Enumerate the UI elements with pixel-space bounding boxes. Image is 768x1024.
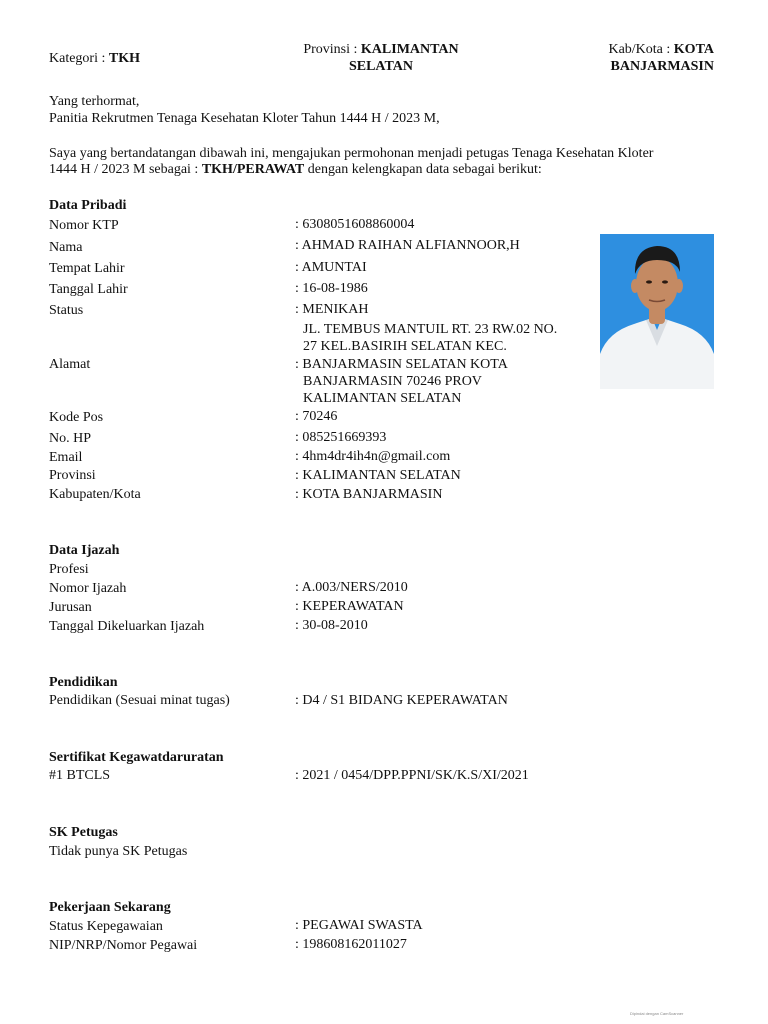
- intro-role: TKH/PERAWAT: [201, 162, 305, 177]
- value-alamat-line-1: JL. TEMBUS MANTUIL RT. 23 RW.02 NO.: [303, 322, 558, 337]
- kategori-label: Kategori :: [49, 51, 109, 66]
- provinsi-header: [286, 42, 476, 76]
- provinsi-value-2: SELATAN: [348, 58, 414, 74]
- value-alamat-line-3: : BANJARMASIN SELATAN KOTA: [295, 357, 508, 372]
- value-nip: : 198608162011027: [295, 937, 407, 952]
- label-sertifikat: #1 BTCLS: [49, 768, 111, 783]
- kategori-line: [49, 51, 140, 68]
- label-nip: NIP/NRP/Nomor Pegawai: [49, 938, 198, 953]
- label-status-kepegawaian: Status Kepegawaian: [49, 919, 163, 934]
- value-nama: : AHMAD RAIHAN ALFIANNOOR,H: [295, 238, 520, 253]
- section-heading-data-pribadi: Data Pribadi: [49, 198, 127, 213]
- kabkota-value: KOTA: [673, 42, 714, 57]
- provinsi-label: Provinsi :: [303, 42, 361, 57]
- value-alamat-line-2: 27 KEL.BASIRIH SELATAN KEC.: [303, 339, 507, 354]
- value-kabupaten: : KOTA BANJARMASIN: [295, 487, 443, 502]
- intro-text-a: 1444 H / 2023 M sebagai :: [49, 162, 202, 177]
- kabkota-label: Kab/Kota :: [608, 42, 674, 57]
- applicant-photo: [600, 234, 714, 389]
- intro-text-c: dengan kelengkapan data sebagai berikut:: [304, 162, 542, 177]
- value-jurusan: : KEPERAWATAN: [295, 599, 404, 614]
- scanner-watermark: Dipindai dengan CamScanner: [630, 1011, 684, 1016]
- label-provinsi: Provinsi: [49, 468, 96, 483]
- value-no-hp: : 085251669393: [295, 430, 387, 445]
- section-heading-pekerjaan: Pekerjaan Sekarang: [49, 900, 171, 915]
- value-pendidikan: : D4 / S1 BIDANG KEPERAWATAN: [295, 693, 508, 708]
- provinsi-value: KALIMANTAN: [360, 42, 459, 57]
- label-email: Email: [49, 450, 83, 465]
- section-heading-data-ijazah: Data Ijazah: [49, 543, 120, 558]
- kabkota-value-2: BANJARMASIN: [610, 58, 714, 74]
- kategori-value: TKH: [108, 51, 140, 66]
- value-alamat-line-5: KALIMANTAN SELATAN: [303, 391, 462, 406]
- value-provinsi: : KALIMANTAN SELATAN: [295, 468, 461, 483]
- value-tanggal-ijazah: : 30-08-2010: [295, 618, 368, 633]
- value-nomor-ktp: : 6308051608860004: [295, 217, 415, 232]
- kabkota-header: [560, 42, 714, 76]
- label-tanggal-ijazah: Tanggal Dikeluarkan Ijazah: [49, 619, 205, 634]
- intro-line-1: Saya yang bertandatangan dibawah ini, mengajukan permohonan menjadi petugas Tenaga Kesehatan Kloter: [49, 146, 654, 161]
- label-nomor-ktp: Nomor KTP: [49, 218, 119, 233]
- value-sertifikat: : 2021 / 0454/DPP.PPNI/SK/K.S/XI/2021: [295, 768, 529, 783]
- salutation-line-2: Panitia Rekrutmen Tenaga Kesehatan Kloter Tahun 1444 H / 2023 M,: [49, 111, 440, 126]
- label-tanggal-lahir: Tanggal Lahir: [49, 282, 128, 297]
- label-nama: Nama: [49, 240, 83, 255]
- value-email: : 4hm4dr4ih4n@gmail.com: [295, 449, 451, 464]
- salutation-line-1: Yang terhormat,: [49, 94, 140, 109]
- section-heading-sertifikat: Sertifikat Kegawatdaruratan: [49, 750, 224, 765]
- value-kode-pos: : 70246: [295, 409, 338, 424]
- applicant-photo-image: [600, 234, 714, 389]
- label-pendidikan: Pendidikan (Sesuai minat tugas): [49, 693, 230, 708]
- section-heading-sk-petugas: SK Petugas: [49, 825, 118, 840]
- value-alamat-line-4: BANJARMASIN 70246 PROV: [303, 374, 482, 389]
- value-tanggal-lahir: : 16-08-1986: [295, 281, 368, 296]
- label-no-hp: No. HP: [49, 431, 92, 446]
- label-alamat: Alamat: [49, 357, 91, 372]
- value-tempat-lahir: : AMUNTAI: [295, 260, 367, 275]
- value-status-kepegawaian: : PEGAWAI SWASTA: [295, 918, 423, 933]
- label-profesi: Profesi: [49, 562, 89, 577]
- value-sk-petugas: Tidak punya SK Petugas: [49, 844, 188, 859]
- intro-line-2: [49, 162, 542, 179]
- value-status: : MENIKAH: [295, 302, 369, 317]
- value-nomor-ijazah: : A.003/NERS/2010: [295, 580, 408, 595]
- label-nomor-ijazah: Nomor Ijazah: [49, 581, 127, 596]
- label-jurusan: Jurusan: [49, 600, 92, 615]
- section-heading-pendidikan: Pendidikan: [49, 675, 118, 690]
- label-tempat-lahir: Tempat Lahir: [49, 261, 125, 276]
- label-kode-pos: Kode Pos: [49, 410, 104, 425]
- label-kabupaten: Kabupaten/Kota: [49, 487, 141, 502]
- label-status: Status: [49, 303, 84, 318]
